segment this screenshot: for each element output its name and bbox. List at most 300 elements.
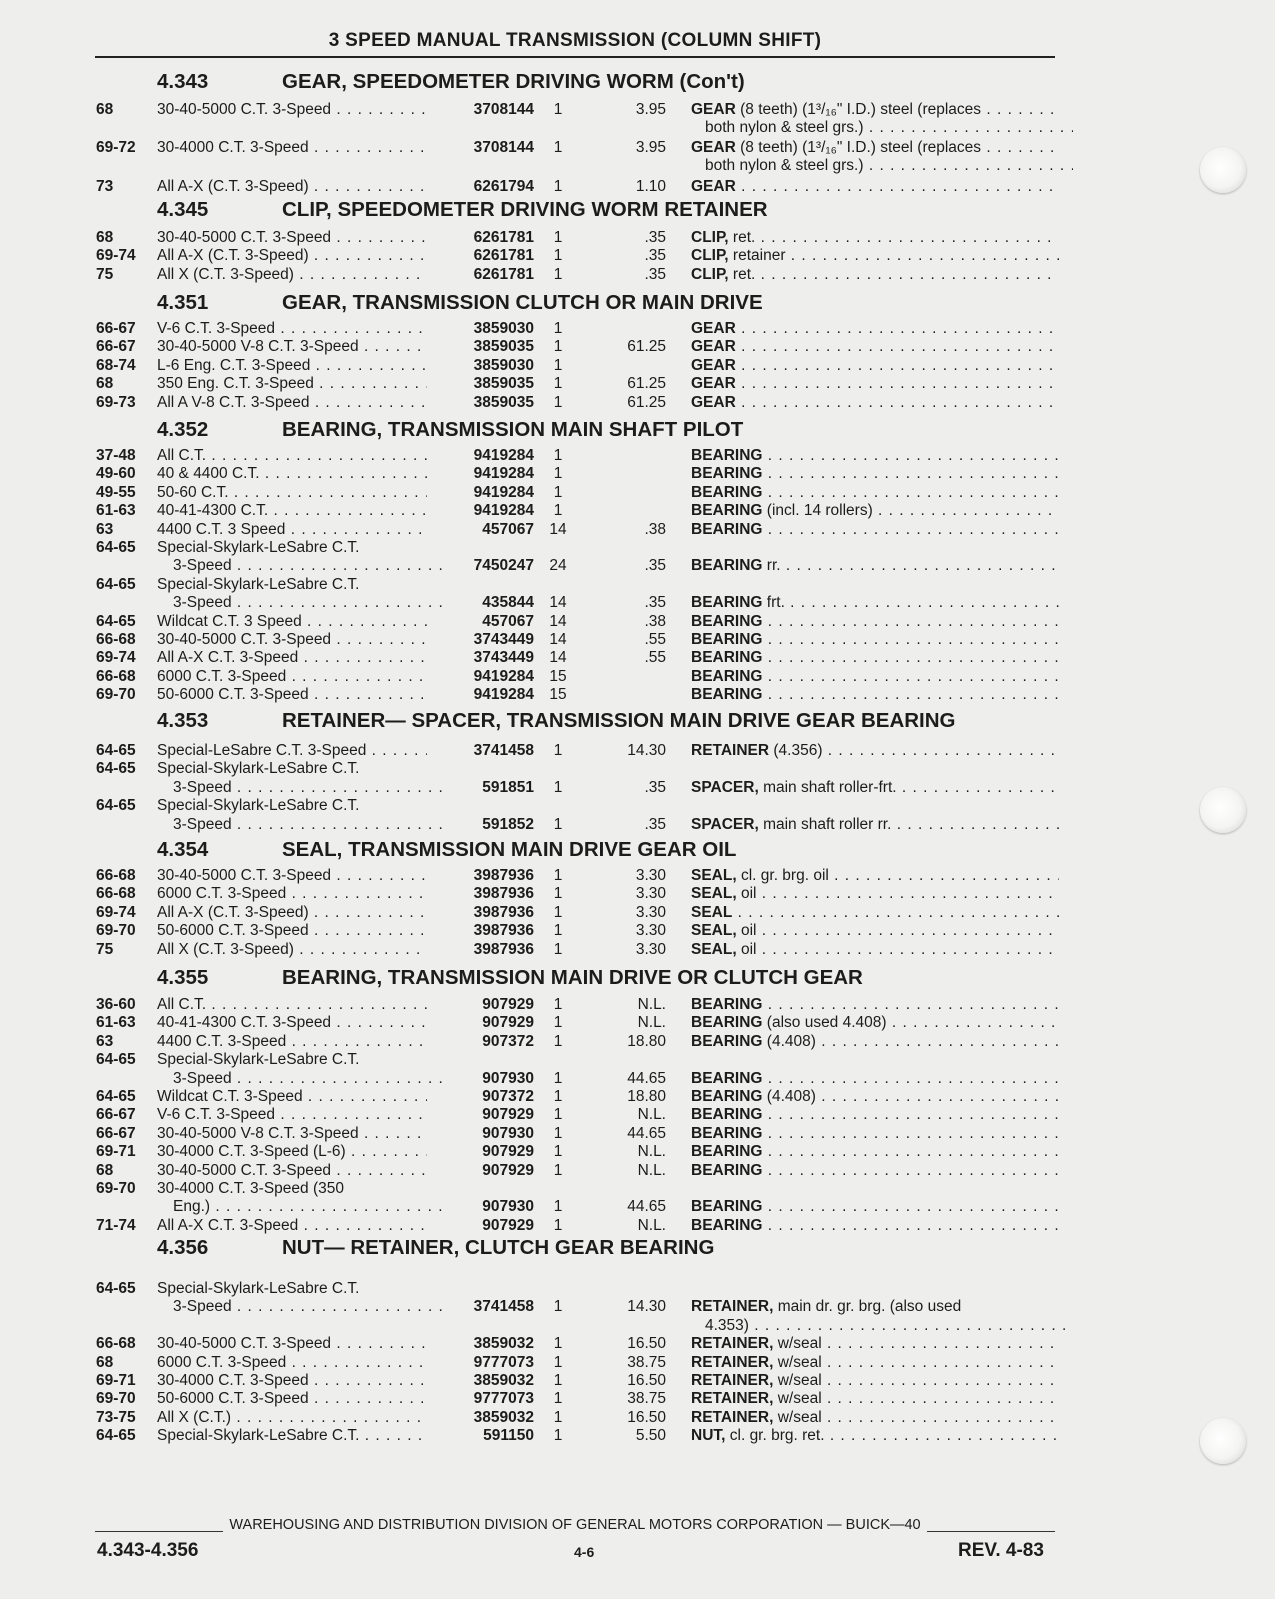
model-description: 30-40-5000 C.T. 3-Speed . . . (157, 631, 427, 649)
model-year: 69-71 (96, 1143, 136, 1161)
part-detail: w/seal (773, 1372, 822, 1389)
part-number: 6261781 (473, 265, 534, 283)
quantity: 14 (549, 520, 567, 538)
model-description: 50-6000 C.T. 3-Speed . . . (157, 922, 427, 940)
part-row (0, 779, 1100, 797)
quantity: 1 (553, 1143, 563, 1161)
part-row (0, 1033, 1100, 1051)
model-description: All A-X C.T. 3-Speed . . . (157, 649, 427, 667)
part-description (691, 375, 1059, 393)
price: .38 (644, 612, 666, 630)
footer-section-range: 4.343-4.356 (97, 1540, 199, 1561)
model-year: 61-63 (96, 1014, 136, 1032)
model-year: 75 (96, 265, 114, 283)
price: 14.30 (627, 1298, 666, 1316)
part-number: 907372 (482, 1088, 534, 1105)
model-year: 68 (96, 1353, 114, 1371)
part-number: 907929 (482, 996, 534, 1013)
model-description: All X (C.T.) . . . (157, 1409, 427, 1427)
part-description (691, 119, 1073, 137)
price: .35 (644, 229, 666, 246)
section-heading (0, 418, 1100, 444)
part-number: 6261781 (473, 229, 534, 246)
part-detail: oil (736, 885, 757, 903)
part-row (0, 867, 1100, 885)
part-number: 3859035 (473, 338, 534, 356)
binder-hole (1200, 787, 1246, 833)
model-description: 30-40-5000 C.T. 3-Speed . . . (157, 1162, 427, 1180)
model-description: All X (C.T. 3-Speed) . . . (157, 941, 427, 959)
part-description (691, 1033, 1059, 1051)
model-year: 71-74 (96, 1216, 136, 1234)
model-year: 69-72 (96, 139, 136, 156)
price: 38.75 (627, 1390, 666, 1408)
part-description (691, 1125, 1059, 1143)
part-number: 3743449 (473, 649, 534, 667)
model-year: 37-48 (96, 447, 136, 464)
part-row (0, 613, 1100, 631)
part-description (691, 139, 1059, 157)
part-description (691, 1088, 1059, 1106)
quantity: 1 (553, 465, 563, 483)
price: 3.30 (635, 922, 666, 940)
part-detail: (4.356) (769, 742, 823, 759)
model-year: 36-60 (96, 996, 136, 1013)
quantity: 14 (549, 649, 567, 667)
part-name: GEAR (691, 139, 736, 156)
model-year: 66-68 (96, 631, 136, 648)
part-description (691, 1317, 1073, 1335)
model-year: 69-74 (96, 649, 136, 667)
section-number: 4.355 (157, 966, 209, 989)
part-name: GEAR (691, 101, 736, 118)
model-description: Special-Skylark-LeSabre C.T. (157, 539, 360, 556)
part-row (0, 357, 1100, 375)
part-number: 9777073 (473, 1390, 534, 1408)
section-number: 4.345 (157, 198, 209, 221)
part-row (0, 394, 1100, 412)
price: 3.30 (635, 885, 666, 903)
part-name: BEARING (691, 631, 763, 648)
section-title: RETAINER— SPACER, TRANSMISSION MAIN DRIVE GEAR BEARING (282, 709, 956, 732)
part-row (0, 157, 1100, 175)
part-name: SEAL (691, 903, 733, 921)
part-description (691, 1409, 1059, 1427)
part-description (691, 338, 1059, 356)
model-description: Special-Skylark-LeSabre C.T. . . . (157, 1427, 427, 1445)
model-description: 30-40-5000 V-8 C.T. 3-Speed . . . (157, 338, 427, 356)
price: 61.25 (627, 375, 666, 393)
model-year: 69-71 (96, 1372, 136, 1389)
part-row (0, 922, 1100, 940)
part-description (691, 320, 1059, 338)
section-heading (0, 838, 1100, 864)
price: .35 (644, 265, 666, 283)
binder-hole (1200, 147, 1246, 193)
part-row (0, 760, 1100, 778)
model-description: 30-4000 C.T. 3-Speed . . . (157, 139, 427, 157)
part-row (0, 229, 1100, 247)
part-name: NUT, (691, 1427, 726, 1445)
part-name: RETAINER, (691, 1372, 774, 1389)
part-row (0, 375, 1100, 393)
part-name: GEAR (691, 375, 736, 393)
part-name: RETAINER, (691, 1408, 774, 1426)
model-description: 3-Speed . . . (157, 1070, 443, 1088)
model-description: 30-4000 C.T. 3-Speed (350 (157, 1180, 344, 1197)
part-detail: main shaft roller-frt. (758, 778, 897, 796)
part-description (691, 1217, 1059, 1235)
model-year: 68 (96, 229, 114, 246)
part-name: SEAL, (691, 922, 737, 940)
part-name: BEARING (691, 667, 763, 685)
part-description (691, 447, 1059, 465)
model-description: All C.T. . . . (157, 447, 427, 465)
model-description: All A-X (C.T. 3-Speed) . . . (157, 247, 427, 265)
model-description: 3-Speed . . . (157, 816, 443, 834)
part-name: BEARING (691, 447, 763, 464)
quantity: 1 (553, 483, 563, 501)
model-description: 4400 C.T. 3 Speed . . . (157, 521, 427, 539)
part-row (0, 631, 1100, 649)
part-row (0, 1372, 1100, 1390)
part-name: BEARING (691, 594, 763, 612)
part-number: 907929 (482, 1143, 534, 1161)
model-year: 64-65 (96, 575, 136, 593)
model-year: 66-68 (96, 867, 136, 884)
part-number: 457067 (482, 520, 534, 538)
part-detail: oil (736, 940, 757, 958)
part-description (691, 1070, 1059, 1088)
part-detail: (8 teeth) (1³/₁₆" I.D.) steel (replaces (735, 101, 982, 118)
part-name: RETAINER, (691, 1298, 774, 1316)
price: 3.95 (635, 101, 666, 118)
part-number: 435844 (482, 594, 534, 612)
price: 44.65 (627, 1069, 666, 1087)
model-year: 64-65 (96, 797, 136, 815)
part-name: GEAR (691, 178, 736, 195)
section-heading (0, 198, 1100, 224)
quantity: 1 (553, 447, 563, 464)
part-number: 3859032 (473, 1335, 534, 1353)
part-number: 9419284 (473, 502, 534, 520)
model-description: All A-X C.T. 3-Speed . . . (157, 1217, 427, 1235)
price: 3.95 (635, 139, 666, 156)
part-number: 3859035 (473, 393, 534, 411)
part-row (0, 1088, 1100, 1106)
model-year: 64-65 (96, 1051, 136, 1069)
model-year: 69-70 (96, 1390, 136, 1408)
model-description: 50-6000 C.T. 3-Speed . . . (157, 1390, 427, 1408)
part-name: BEARING (691, 1032, 763, 1050)
part-row (0, 338, 1100, 356)
part-detail: (also used 4.408) (762, 1014, 887, 1032)
part-number: 3708144 (473, 101, 534, 118)
part-name: BEARING (691, 520, 763, 538)
price: 3.30 (635, 867, 666, 884)
part-number: 7450247 (473, 557, 534, 575)
part-row (0, 557, 1100, 575)
part-number: 9419284 (473, 465, 534, 483)
part-name: BEARING (691, 483, 763, 501)
quantity: 1 (553, 265, 563, 283)
model-year: 66-67 (96, 1124, 136, 1142)
part-name: BEARING (691, 465, 763, 483)
model-year: 66-68 (96, 885, 136, 903)
part-name: BEARING (691, 1161, 763, 1179)
part-description (691, 1106, 1059, 1124)
part-description (691, 502, 1059, 520)
section-number: 4.352 (157, 418, 209, 441)
part-name: SPACER, (691, 815, 759, 833)
part-name: GEAR (691, 338, 736, 356)
section-title: SEAL, TRANSMISSION MAIN DRIVE GEAR OIL (282, 838, 737, 861)
part-description (691, 357, 1059, 375)
model-description: Special-Skylark-LeSabre C.T. (157, 797, 360, 815)
part-name: BEARING (691, 649, 763, 667)
quantity: 1 (553, 338, 563, 356)
price: 18.80 (627, 1032, 666, 1050)
part-description (691, 465, 1059, 483)
part-description (691, 668, 1059, 686)
quantity: 1 (553, 903, 563, 921)
model-year: 69-70 (96, 922, 136, 940)
part-number: 3859035 (473, 375, 534, 393)
part-description (691, 996, 1059, 1014)
part-number: 3987936 (473, 940, 534, 958)
part-detail: 4.353) (705, 1316, 749, 1334)
quantity: 1 (553, 867, 563, 884)
price: 3.30 (635, 903, 666, 921)
part-row (0, 816, 1100, 834)
quantity: 1 (553, 1161, 563, 1179)
part-row (0, 1335, 1100, 1353)
part-row (0, 1427, 1100, 1445)
price: 44.65 (627, 1124, 666, 1142)
part-detail: w/seal (773, 1335, 822, 1353)
part-row (0, 484, 1100, 502)
model-description: L-6 Eng. C.T. 3-Speed . . . (157, 357, 427, 375)
price: 14.30 (627, 742, 666, 759)
part-detail: cl. gr. brg. oil (736, 867, 829, 884)
part-description (691, 1014, 1059, 1032)
price: .35 (644, 594, 666, 612)
section-title: BEARING, TRANSMISSION MAIN SHAFT PILOT (282, 418, 744, 441)
part-description (691, 686, 1059, 704)
model-year: 64-65 (96, 760, 136, 778)
quantity: 14 (549, 631, 567, 648)
part-name: SEAL, (691, 940, 737, 958)
section-title: BEARING, TRANSMISSION MAIN DRIVE OR CLUTCH GEAR (282, 966, 863, 989)
part-number: 3987936 (473, 885, 534, 903)
part-detail: main dr. gr. brg. (also used (773, 1298, 962, 1316)
part-detail: retainer (728, 247, 786, 265)
model-year: 68 (96, 101, 114, 118)
part-name: BEARING (691, 557, 763, 575)
model-description: 4400 C.T. 3-Speed . . . (157, 1033, 427, 1051)
model-description: 50-6000 C.T. 3-Speed . . . (157, 686, 427, 704)
model-year: 64-65 (96, 742, 136, 759)
quantity: 1 (553, 1106, 563, 1124)
part-description (691, 1143, 1059, 1161)
model-description: 30-40-5000 V-8 C.T. 3-Speed . . . (157, 1125, 427, 1143)
part-number: 3987936 (473, 867, 534, 884)
price: .35 (644, 815, 666, 833)
price: 3.30 (635, 940, 666, 958)
part-name: GEAR (691, 356, 736, 374)
model-year: 64-65 (96, 612, 136, 630)
section-number: 4.354 (157, 838, 209, 861)
quantity: 1 (553, 1198, 563, 1216)
part-detail: frt. (762, 594, 785, 612)
part-description (691, 1198, 1059, 1216)
model-description: 30-4000 C.T. 3-Speed . . . (157, 1372, 427, 1390)
model-year: 49-55 (96, 483, 136, 501)
part-name: BEARING (691, 1014, 763, 1032)
quantity: 1 (553, 885, 563, 903)
part-number: 9419284 (473, 483, 534, 501)
part-row (0, 941, 1100, 959)
section-number: 4.353 (157, 709, 209, 732)
price: 1.10 (635, 178, 666, 195)
price: 16.50 (627, 1335, 666, 1353)
part-number: 457067 (482, 612, 534, 630)
part-detail: (incl. 14 rollers) (762, 502, 873, 520)
model-description: 6000 C.T. 3-Speed . . . (157, 668, 427, 686)
part-description (691, 229, 1059, 247)
part-row (0, 1390, 1100, 1408)
price: 18.80 (627, 1088, 666, 1105)
section-number: 4.356 (157, 1236, 209, 1259)
part-description (691, 904, 1059, 922)
quantity: 1 (553, 375, 563, 393)
part-row (0, 1162, 1100, 1180)
part-name: SEAL, (691, 867, 737, 884)
quantity: 1 (553, 1408, 563, 1426)
part-name: RETAINER, (691, 1390, 774, 1408)
part-row (0, 1180, 1100, 1198)
part-number: 3987936 (473, 903, 534, 921)
part-row (0, 594, 1100, 612)
part-name: CLIP, (691, 265, 729, 283)
model-description: 40-41-4300 C.T. 3-Speed . . . (157, 1014, 427, 1032)
part-row (0, 649, 1100, 667)
part-row (0, 502, 1100, 520)
model-description: 30-40-5000 C.T. 3-Speed . . . (157, 101, 427, 119)
model-description: 30-40-5000 C.T. 3-Speed . . . (157, 1335, 427, 1353)
part-number: 6261794 (473, 178, 534, 195)
model-year: 66-67 (96, 1106, 136, 1124)
part-description (691, 1298, 1059, 1316)
part-detail: ret. (728, 229, 756, 246)
part-number: 3743449 (473, 631, 534, 648)
part-number: 907929 (482, 1014, 534, 1032)
part-number: 907929 (482, 1161, 534, 1179)
part-description (691, 594, 1059, 612)
part-name: BEARING (691, 1216, 763, 1234)
part-description (691, 867, 1059, 885)
section-heading (0, 709, 1100, 735)
model-description: V-6 C.T. 3-Speed . . . (157, 320, 427, 338)
section-title: GEAR, SPEEDOMETER DRIVING WORM (Con't) (282, 70, 745, 93)
part-name: BEARING (691, 686, 763, 704)
model-description: Wildcat C.T. 3-Speed . . . (157, 1088, 427, 1106)
model-description: 3-Speed . . . (157, 1298, 443, 1316)
model-year: 75 (96, 940, 114, 958)
quantity: 15 (549, 667, 567, 685)
quantity: 15 (549, 686, 567, 704)
part-number: 591852 (482, 815, 534, 833)
section-number: 4.351 (157, 291, 209, 314)
part-detail: oil (736, 922, 757, 940)
part-description (691, 816, 1059, 834)
part-row (0, 266, 1100, 284)
part-description (691, 742, 1059, 760)
part-description (691, 1390, 1059, 1408)
model-year: 66-68 (96, 667, 136, 685)
part-name: GEAR (691, 320, 736, 337)
part-number: 591851 (482, 778, 534, 796)
part-description (691, 1354, 1059, 1372)
quantity: 24 (549, 557, 567, 575)
part-detail: w/seal (773, 1408, 822, 1426)
quantity: 1 (553, 922, 563, 940)
price: .35 (644, 557, 666, 575)
part-name: BEARING (691, 502, 763, 520)
part-detail: both nylon & steel grs.) (705, 157, 864, 174)
part-row (0, 1217, 1100, 1235)
part-name: SPACER, (691, 778, 759, 796)
part-number: 907929 (482, 1216, 534, 1234)
price: 61.25 (627, 338, 666, 356)
quantity: 1 (553, 1427, 563, 1445)
part-detail: (4.408) (762, 1088, 816, 1105)
part-detail: cl. gr. brg. ret. (725, 1427, 825, 1445)
part-description (691, 922, 1059, 940)
model-year: 63 (96, 520, 114, 538)
part-row (0, 1014, 1100, 1032)
quantity: 1 (553, 778, 563, 796)
part-name: BEARING (691, 612, 763, 630)
quantity: 1 (553, 1353, 563, 1371)
part-row (0, 1198, 1100, 1216)
part-row (0, 1070, 1100, 1088)
part-description (691, 484, 1059, 502)
model-year: 64-65 (96, 1427, 136, 1445)
model-description: All C.T. . . . (157, 996, 427, 1014)
part-row (0, 1317, 1100, 1335)
part-number: 3859030 (473, 320, 534, 337)
part-detail: main shaft roller rr. (758, 815, 892, 833)
price: .38 (644, 520, 666, 538)
part-description (691, 521, 1059, 539)
part-detail: (8 teeth) (1³/₁₆" I.D.) steel (replaces (735, 139, 982, 156)
price: N.L. (637, 1143, 666, 1161)
part-row (0, 178, 1100, 196)
part-name: RETAINER (691, 742, 770, 759)
part-row (0, 668, 1100, 686)
part-description (691, 613, 1059, 631)
part-number: 6261781 (473, 247, 534, 265)
part-row (0, 320, 1100, 338)
part-description (691, 1335, 1059, 1353)
part-number: 907372 (482, 1032, 534, 1050)
model-year: 69-74 (96, 247, 136, 265)
quantity: 1 (553, 178, 563, 195)
model-year: 66-67 (96, 320, 136, 337)
price: 44.65 (627, 1198, 666, 1216)
price: 16.50 (627, 1372, 666, 1389)
